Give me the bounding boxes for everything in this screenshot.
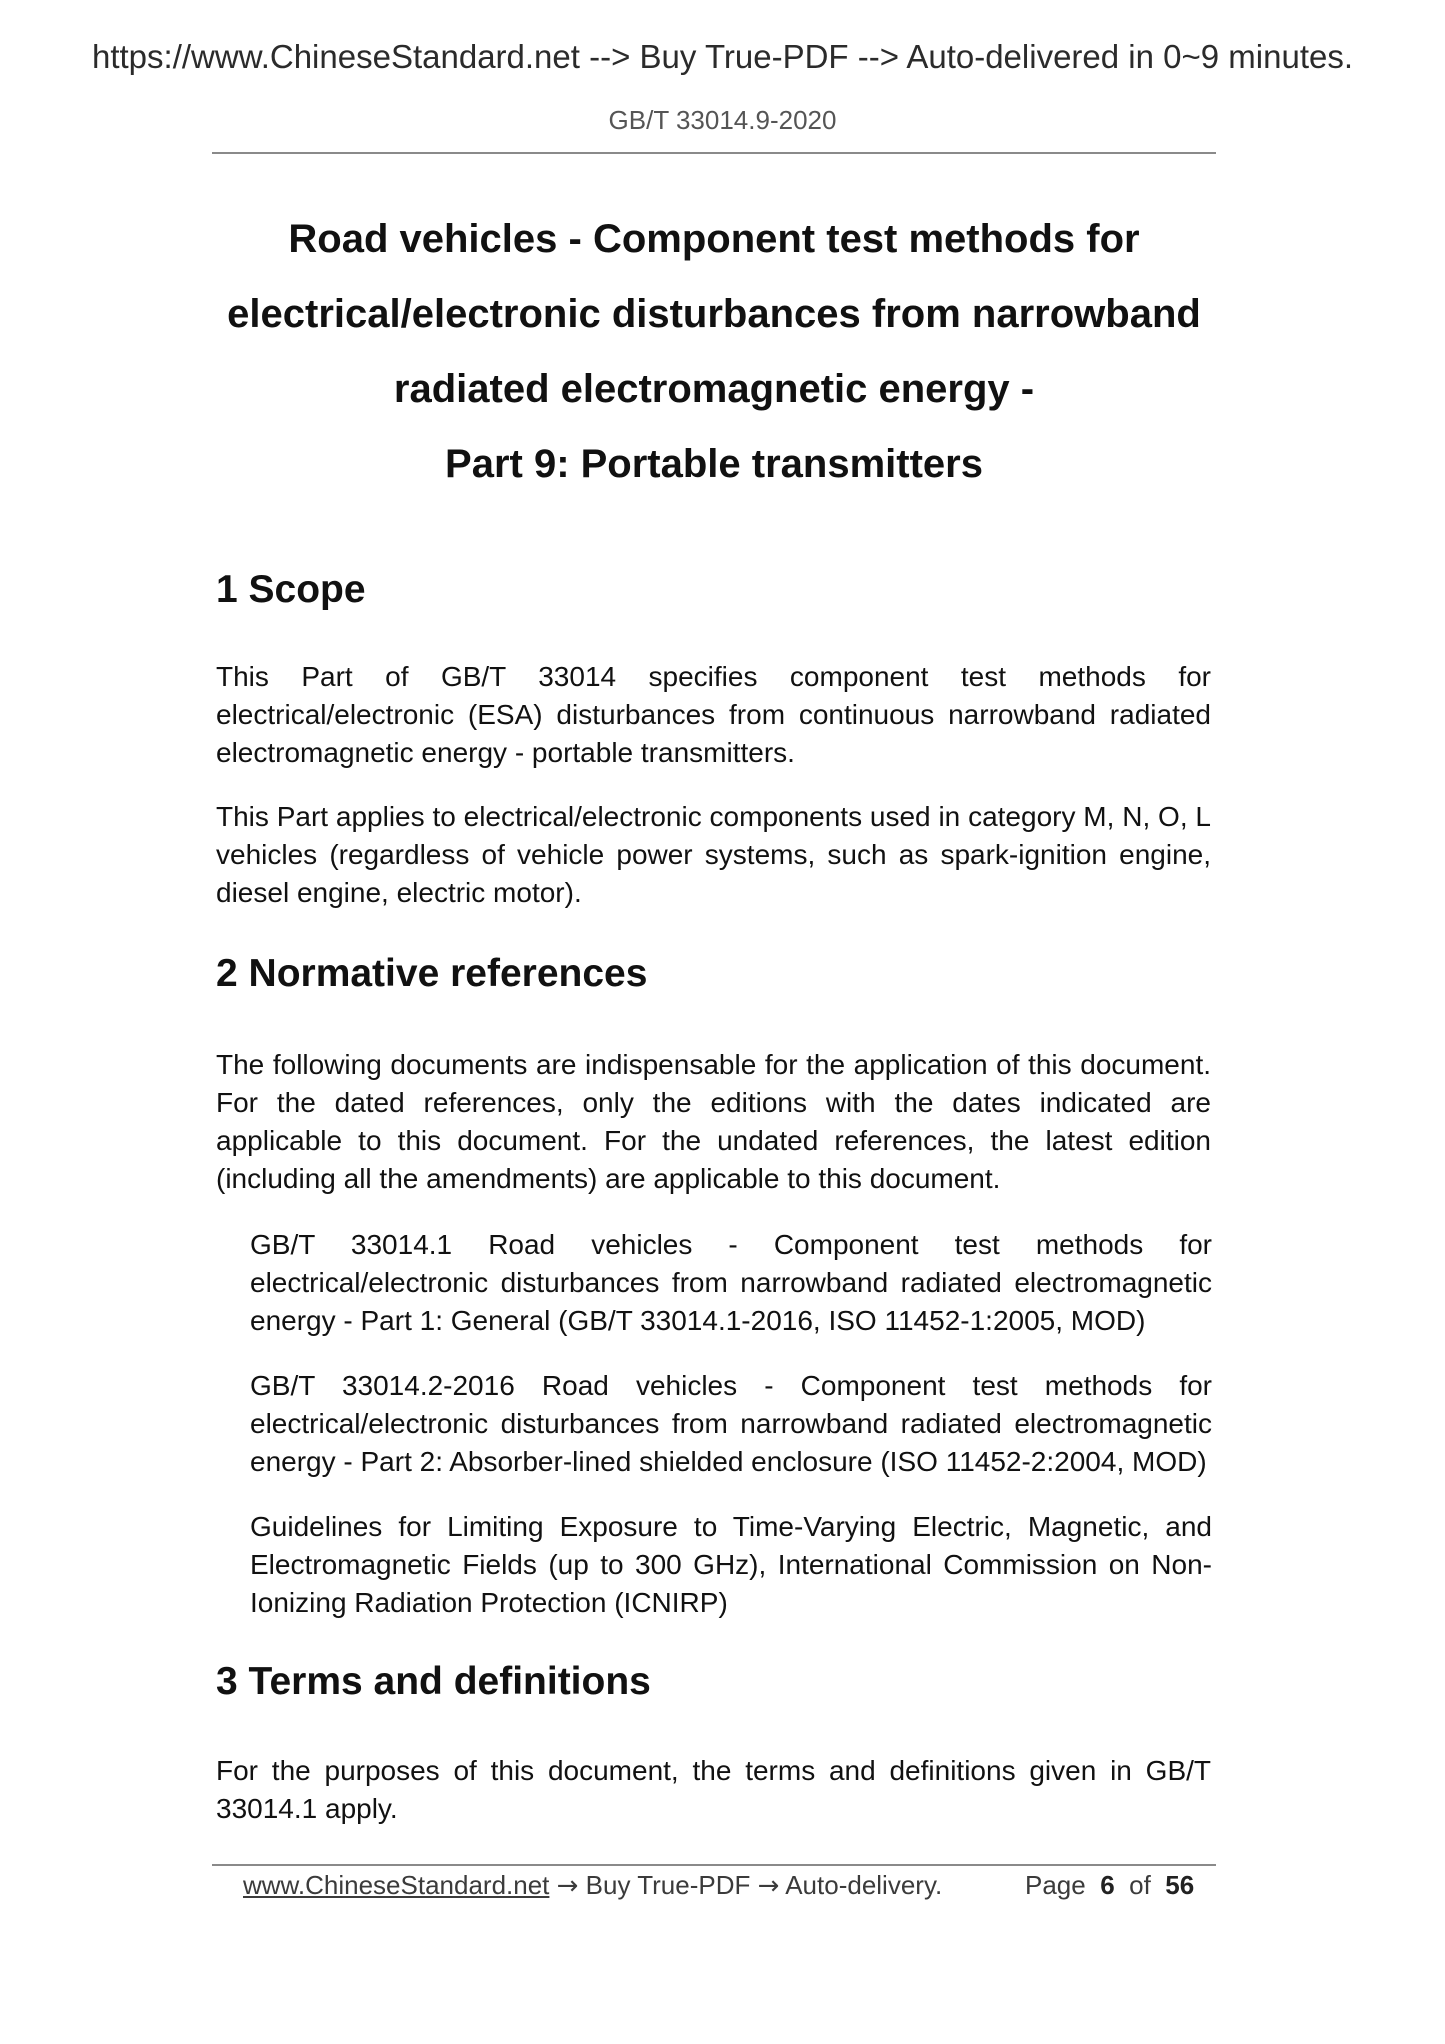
scope-paragraph-1: This Part of GB/T 33014 specifies component test methods for electrical/electronic (ESA) disturbances from continuous narrowband radiated electromagnetic energy - portable transmitters. xyxy=(216,661,1211,768)
document-title xyxy=(212,202,1216,502)
section-heading-scope: 1 Scope xyxy=(216,568,366,611)
top-banner: https://www.ChineseStandard.net --> Buy True-PDF --> Auto-delivered in 0~9 minutes. xyxy=(91,38,1354,75)
title-line-4: Part 9: Portable transmitters xyxy=(445,442,983,486)
section-heading-normative-references: 2 Normative references xyxy=(216,952,648,995)
auto-delivery-text: Auto-delivery. xyxy=(785,1870,943,1900)
website-link[interactable]: www.ChineseStandard.net xyxy=(243,1870,550,1900)
buy-true-pdf-text: Buy True-PDF xyxy=(585,1870,751,1900)
scope-paragraph-2: This Part applies to electrical/electronic components used in category M, N, O, L vehicles (regardless of vehicle power systems, such as spark-ignition engine, diesel engine, electric motor). xyxy=(216,801,1211,908)
document-code: GB/T 33014.9-2020 xyxy=(608,105,837,135)
arrow-right-icon: → xyxy=(757,1871,780,1901)
arrow-right-icon: → xyxy=(556,1871,579,1901)
footer-divider xyxy=(212,1864,1216,1866)
title-line-2: electrical/electronic disturbances from narrowband xyxy=(227,292,1201,336)
header-divider xyxy=(212,152,1216,154)
reference-item: GB/T 33014.1 Road vehicles - Component test methods for electrical/electronic disturbances from narrowband radiated electromagnetic energy - Part 1: General (GB/T 33014.1-2016, ISO 11452-1:2005, MOD) xyxy=(250,1229,1212,1336)
footer-links xyxy=(243,1870,942,1901)
section-heading-terms-definitions: 3 Terms and definitions xyxy=(216,1660,651,1703)
reference-item: Guidelines for Limiting Exposure to Time-Varying Electric, Magnetic, and Electromagnetic Fields (up to 300 GHz), International Commission on Non-Ionizing Radiation Protection (ICNIRP) xyxy=(250,1511,1212,1618)
of-label: of xyxy=(1129,1870,1151,1900)
page-indicator xyxy=(1025,1870,1194,1901)
title-line-1: Road vehicles - Component test methods for xyxy=(288,217,1140,261)
terms-paragraph: For the purposes of this document, the terms and definitions given in GB/T 33014.1 apply. xyxy=(216,1755,1211,1824)
page-label: Page xyxy=(1025,1870,1086,1900)
page-total: 56 xyxy=(1165,1870,1195,1900)
normative-intro-paragraph: The following documents are indispensable for the application of this document. For the dated references, only the editions with the dates indicated are applicable to this document. For the undated references, the latest edition (including all the amendments) are applicable to this document. xyxy=(216,1049,1211,1194)
reference-item: GB/T 33014.2-2016 Road vehicles - Component test methods for electrical/electronic disturbances from narrowband radiated electromagnetic energy - Part 2: Absorber-lined shielded enclosure (ISO 11452-2:2004, MOD) xyxy=(250,1370,1212,1477)
title-line-3: radiated electromagnetic energy - xyxy=(393,367,1035,411)
page-number: 6 xyxy=(1100,1870,1115,1900)
